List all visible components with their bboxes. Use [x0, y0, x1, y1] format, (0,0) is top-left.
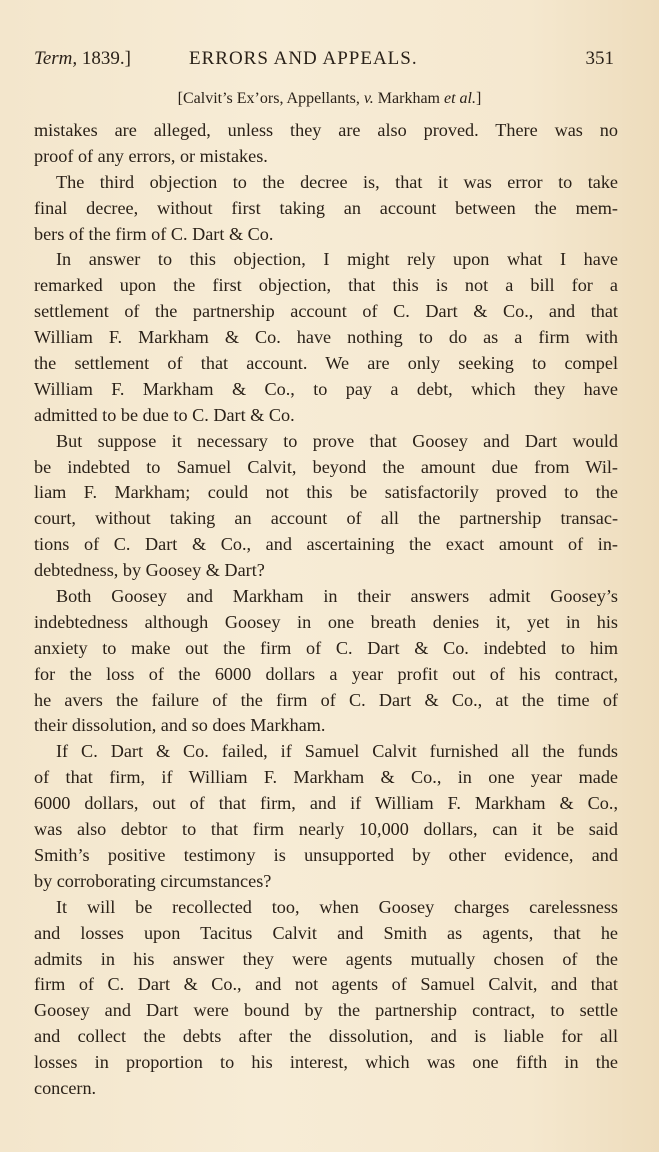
text-line: the settlement of that account. We are only seeking to compel	[34, 353, 618, 374]
text-line: bers of the firm of C. Dart & Co.	[34, 223, 274, 244]
text-line: Goosey and Dart were bound by the partnership contract, to settle	[34, 1000, 618, 1021]
text-line: of that firm, if William F. Markham & Co., in one year made	[34, 767, 618, 788]
text-line: William F. Markham & Co., to pay a debt, which they have	[34, 378, 618, 399]
text-line: and losses upon Tacitus Calvit and Smith as agents, that he	[34, 922, 618, 943]
text-line: In answer to this objection, I might rely upon what I have	[56, 249, 618, 270]
caption-et-al: et al.	[444, 90, 476, 107]
text-line: remarked upon the first objection, that this is not a bill for a	[34, 275, 618, 296]
text-line: was also debtor to that firm nearly 10,000 dollars, can it be said	[34, 819, 618, 840]
text-line: and collect the debts after the dissolution, and is liable for all	[34, 1026, 618, 1047]
caption-open: [Calvit’s Ex’ors, Appellants,	[177, 90, 364, 107]
text-line: for the loss of the 6000 dollars a year profit out of his contract,	[34, 663, 618, 684]
body-text	[34, 118, 618, 1102]
caption-versus: v.	[363, 90, 374, 107]
running-title: ERRORS AND APPEALS.	[189, 48, 418, 69]
term-year: 1839.]	[81, 48, 131, 69]
text-line: It will be recollected too, when Goosey charges carelessness	[56, 896, 618, 917]
text-line: concern.	[34, 1077, 97, 1098]
caption-close: ]	[476, 90, 482, 107]
text-line: anxiety to make out the firm of C. Dart & Co. indebted to him	[34, 637, 618, 658]
text-line: admitted to be due to C. Dart & Co.	[34, 404, 295, 425]
text-line: debtedness, by Goosey & Dart?	[34, 560, 265, 581]
text-line: court, without taking an account of all the partnership transac-	[34, 508, 618, 529]
text-line: he avers the failure of the firm of C. Dart & Co., at the time of	[34, 689, 618, 710]
term-label	[34, 48, 131, 70]
running-head	[34, 48, 614, 78]
text-line: admits in his answer they were agents mutually chosen of the	[34, 948, 618, 969]
case-caption	[0, 90, 659, 108]
text-line: proof of any errors, or mistakes.	[34, 145, 268, 166]
text-line: Smith’s positive testimony is unsupported by other evidence, and	[34, 844, 618, 865]
text-line: mistakes are alleged, unless they are also proved. There was no	[34, 120, 618, 140]
text-line: William F. Markham & Co. have nothing to do as a firm with	[34, 327, 618, 348]
text-line: indebtedness although Goosey in one breath denies it, yet in his	[34, 611, 618, 632]
text-line: firm of C. Dart & Co., and not agents of Samuel Calvit, and that	[34, 974, 618, 995]
text-line: If C. Dart & Co. failed, if Samuel Calvit furnished all the funds	[56, 741, 618, 762]
text-line: 6000 dollars, out of that firm, and if William F. Markham & Co.,	[34, 793, 618, 814]
text-line: But suppose it necessary to prove that Goosey and Dart would	[56, 430, 618, 451]
text-line: losses in proportion to his interest, which was one fifth in the	[34, 1052, 618, 1073]
text-line: liam F. Markham; could not this be satisfactorily proved to the	[34, 482, 618, 503]
text-line: final decree, without first taking an account between the mem-	[34, 197, 618, 218]
text-line: settlement of the partnership account of C. Dart & Co., and that	[34, 301, 618, 322]
text-line: be indebted to Samuel Calvit, beyond the amount due from Wil-	[34, 456, 618, 477]
text-line: Both Goosey and Markham in their answers admit Goosey’s	[56, 586, 618, 607]
page-number: 351	[585, 48, 614, 69]
caption-middle: Markham	[373, 90, 444, 107]
text-line: by corroborating circumstances?	[34, 870, 272, 891]
text-line: tions of C. Dart & Co., and ascertaining the exact amount of in-	[34, 534, 618, 555]
text-line: The third objection to the decree is, that it was error to take	[56, 171, 618, 192]
term-word: Term,	[34, 48, 78, 69]
text-line: their dissolution, and so does Markham.	[34, 715, 326, 736]
